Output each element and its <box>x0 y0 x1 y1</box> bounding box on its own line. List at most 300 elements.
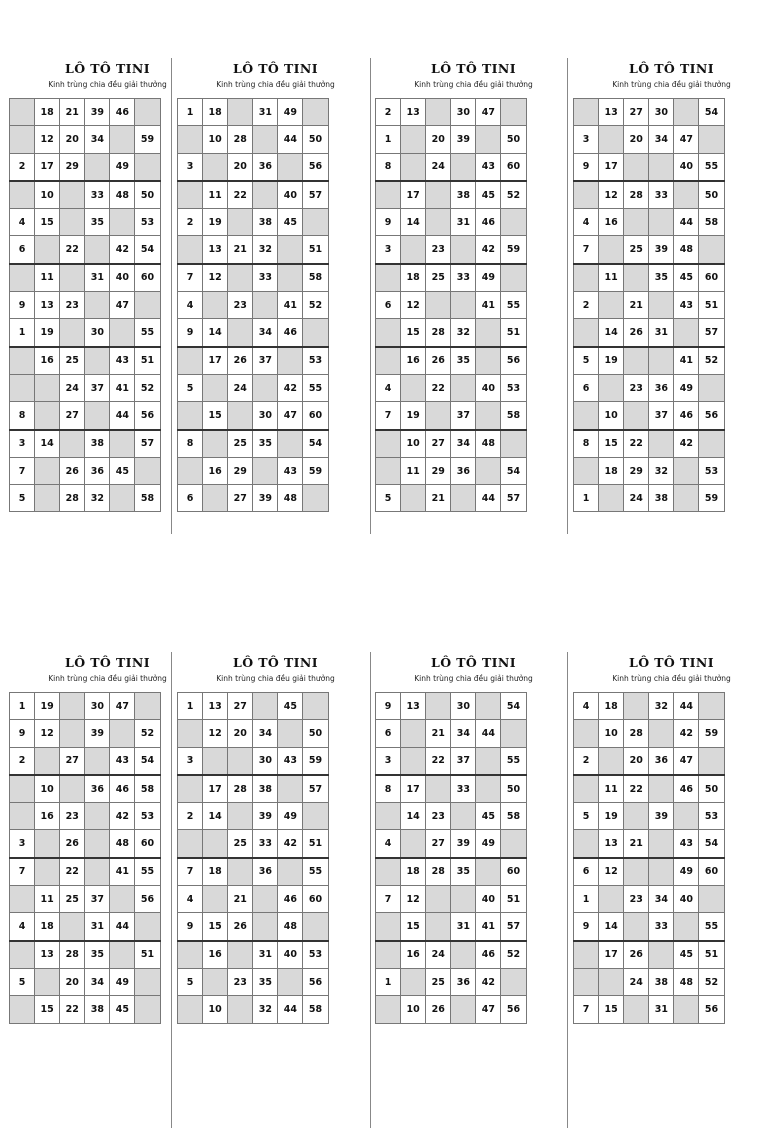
number-cell: 52 <box>303 292 328 319</box>
number-cell: 50 <box>501 775 526 803</box>
grid-row <box>574 319 725 347</box>
empty-cell <box>10 181 35 209</box>
number-cell: 12 <box>35 126 60 153</box>
number-cell: 52 <box>135 374 160 401</box>
grid-row <box>178 264 329 292</box>
grid-row <box>574 858 725 886</box>
number-cell: 51 <box>135 347 160 375</box>
empty-cell <box>624 803 649 830</box>
ticket-title: LÔ TÔ TINI <box>65 655 150 670</box>
grid-row <box>10 886 161 913</box>
number-cell: 25 <box>228 430 253 458</box>
empty-cell <box>574 720 599 747</box>
number-cell: 22 <box>624 430 649 458</box>
number-cell: 23 <box>624 886 649 913</box>
number-cell: 56 <box>699 402 724 430</box>
empty-cell <box>401 720 426 747</box>
number-grid <box>375 692 527 1024</box>
number-cell: 53 <box>303 347 328 375</box>
grid-row <box>10 968 161 995</box>
number-cell: 55 <box>135 319 160 347</box>
number-cell: 58 <box>501 803 526 830</box>
number-cell: 42 <box>476 968 501 995</box>
empty-cell <box>674 803 699 830</box>
grid-row <box>10 693 161 720</box>
number-cell: 8 <box>376 775 401 803</box>
grid-row <box>10 264 161 292</box>
number-cell: 16 <box>401 941 426 969</box>
number-cell: 27 <box>624 99 649 126</box>
number-cell: 49 <box>110 968 135 995</box>
empty-cell <box>85 402 110 430</box>
empty-cell <box>135 968 160 995</box>
number-cell: 13 <box>599 99 624 126</box>
grid-row <box>376 402 527 430</box>
empty-cell <box>278 236 303 264</box>
empty-cell <box>574 457 599 484</box>
number-cell: 39 <box>451 830 476 858</box>
empty-cell <box>649 720 674 747</box>
number-cell: 30 <box>85 693 110 720</box>
empty-cell <box>401 236 426 264</box>
empty-cell <box>599 374 624 401</box>
empty-cell <box>178 402 203 430</box>
number-cell: 10 <box>203 126 228 153</box>
ticket-subtitle: Kinh trùng chia đều giải thưởng <box>612 674 731 683</box>
number-cell: 46 <box>476 941 501 969</box>
empty-cell <box>10 126 35 153</box>
empty-cell <box>401 968 426 995</box>
empty-cell <box>253 457 278 484</box>
empty-cell <box>60 775 85 803</box>
empty-cell <box>624 402 649 430</box>
empty-cell <box>35 402 60 430</box>
number-cell: 56 <box>135 402 160 430</box>
empty-cell <box>401 747 426 775</box>
empty-cell <box>60 264 85 292</box>
empty-cell <box>574 264 599 292</box>
grid-row <box>178 913 329 941</box>
empty-cell <box>451 941 476 969</box>
number-cell: 15 <box>203 913 228 941</box>
number-cell: 38 <box>253 209 278 236</box>
empty-cell <box>10 996 35 1023</box>
empty-cell <box>203 153 228 181</box>
number-cell: 60 <box>699 858 724 886</box>
number-cell: 22 <box>426 747 451 775</box>
empty-cell <box>178 775 203 803</box>
number-cell: 47 <box>110 292 135 319</box>
number-cell: 1 <box>10 693 35 720</box>
empty-cell <box>228 747 253 775</box>
number-cell: 18 <box>203 858 228 886</box>
number-grid <box>177 692 329 1024</box>
number-cell: 30 <box>253 402 278 430</box>
number-cell: 32 <box>253 996 278 1023</box>
number-cell: 51 <box>699 941 724 969</box>
grid-row <box>178 374 329 401</box>
number-cell: 23 <box>60 292 85 319</box>
empty-cell <box>178 830 203 858</box>
empty-cell <box>476 747 501 775</box>
number-cell: 33 <box>253 264 278 292</box>
empty-cell <box>426 209 451 236</box>
number-grid <box>9 98 161 512</box>
grid-row <box>574 99 725 126</box>
grid-row <box>574 209 725 236</box>
empty-cell <box>476 126 501 153</box>
number-cell: 21 <box>60 99 85 126</box>
number-cell: 31 <box>253 941 278 969</box>
ticket-subtitle: Kinh trùng chia đều giải thưởng <box>216 674 335 683</box>
number-cell: 44 <box>674 693 699 720</box>
number-cell: 41 <box>278 292 303 319</box>
number-cell: 9 <box>10 720 35 747</box>
ticket-divider <box>171 652 172 1128</box>
number-cell: 4 <box>376 374 401 401</box>
empty-cell <box>178 457 203 484</box>
empty-cell <box>501 720 526 747</box>
number-cell: 57 <box>303 775 328 803</box>
number-cell: 3 <box>10 430 35 458</box>
number-cell: 5 <box>178 968 203 995</box>
empty-cell <box>649 153 674 181</box>
number-cell: 40 <box>278 941 303 969</box>
empty-cell <box>451 996 476 1023</box>
empty-cell <box>376 913 401 941</box>
number-cell: 55 <box>135 858 160 886</box>
grid-row <box>574 830 725 858</box>
number-cell: 49 <box>476 830 501 858</box>
number-cell: 55 <box>699 153 724 181</box>
number-cell: 21 <box>426 720 451 747</box>
number-cell: 34 <box>451 430 476 458</box>
number-cell: 58 <box>501 402 526 430</box>
empty-cell <box>303 693 328 720</box>
number-cell: 15 <box>35 996 60 1023</box>
number-cell: 39 <box>85 720 110 747</box>
number-cell: 40 <box>278 181 303 209</box>
empty-cell <box>60 913 85 941</box>
empty-cell <box>501 968 526 995</box>
grid-row <box>10 747 161 775</box>
number-cell: 31 <box>85 913 110 941</box>
number-cell: 45 <box>674 264 699 292</box>
number-cell: 45 <box>674 941 699 969</box>
number-cell: 52 <box>501 941 526 969</box>
number-cell: 1 <box>574 886 599 913</box>
empty-cell <box>178 236 203 264</box>
number-cell: 43 <box>674 292 699 319</box>
number-cell: 44 <box>476 485 501 512</box>
number-cell: 2 <box>574 292 599 319</box>
number-cell: 29 <box>60 153 85 181</box>
number-cell: 16 <box>35 803 60 830</box>
ticket-divider <box>370 58 371 534</box>
number-cell: 8 <box>574 430 599 458</box>
empty-cell <box>426 99 451 126</box>
empty-cell <box>228 209 253 236</box>
empty-cell <box>649 430 674 458</box>
grid-row <box>376 264 527 292</box>
grid-row <box>178 153 329 181</box>
empty-cell <box>376 858 401 886</box>
number-cell: 6 <box>574 858 599 886</box>
number-cell: 47 <box>674 747 699 775</box>
number-cell: 7 <box>178 858 203 886</box>
number-cell: 60 <box>135 830 160 858</box>
number-cell: 26 <box>624 319 649 347</box>
grid-row <box>376 913 527 941</box>
number-cell: 43 <box>110 747 135 775</box>
empty-cell <box>60 693 85 720</box>
empty-cell <box>624 996 649 1023</box>
number-cell: 53 <box>135 803 160 830</box>
grid-row <box>376 292 527 319</box>
number-cell: 39 <box>85 99 110 126</box>
number-cell: 12 <box>203 264 228 292</box>
grid-row <box>178 485 329 512</box>
grid-row <box>376 968 527 995</box>
number-cell: 60 <box>303 402 328 430</box>
ticket-title: LÔ TÔ TINI <box>431 655 516 670</box>
empty-cell <box>649 347 674 375</box>
number-cell: 59 <box>135 126 160 153</box>
empty-cell <box>476 693 501 720</box>
grid-row <box>574 996 725 1023</box>
empty-cell <box>135 693 160 720</box>
empty-cell <box>228 803 253 830</box>
grid-row <box>178 457 329 484</box>
number-cell: 56 <box>135 886 160 913</box>
number-cell: 23 <box>228 968 253 995</box>
grid-row <box>574 485 725 512</box>
number-cell: 54 <box>699 830 724 858</box>
number-cell: 54 <box>303 430 328 458</box>
number-cell: 20 <box>228 153 253 181</box>
empty-cell <box>376 181 401 209</box>
empty-cell <box>35 374 60 401</box>
grid-row <box>574 374 725 401</box>
number-cell: 20 <box>426 126 451 153</box>
grid-row <box>574 941 725 969</box>
number-cell: 50 <box>699 181 724 209</box>
number-cell: 33 <box>649 181 674 209</box>
number-cell: 36 <box>451 457 476 484</box>
empty-cell <box>376 347 401 375</box>
grid-row <box>178 99 329 126</box>
number-cell: 34 <box>451 720 476 747</box>
empty-cell <box>110 319 135 347</box>
grid-row <box>178 886 329 913</box>
number-cell: 56 <box>303 968 328 995</box>
empty-cell <box>674 99 699 126</box>
number-cell: 18 <box>35 99 60 126</box>
ticket-subtitle: Kinh trùng chia đều giải thưởng <box>48 80 167 89</box>
number-cell: 60 <box>501 153 526 181</box>
number-cell: 24 <box>426 153 451 181</box>
empty-cell <box>699 747 724 775</box>
number-cell: 57 <box>303 181 328 209</box>
ticket-title: LÔ TÔ TINI <box>629 61 714 76</box>
ticket-subtitle: Kinh trùng chia đều giải thưởng <box>414 674 533 683</box>
empty-cell <box>624 693 649 720</box>
empty-cell <box>376 457 401 484</box>
ticket-title: LÔ TÔ TINI <box>65 61 150 76</box>
number-cell: 29 <box>426 457 451 484</box>
empty-cell <box>699 126 724 153</box>
empty-cell <box>85 292 110 319</box>
number-cell: 31 <box>85 264 110 292</box>
grid-row <box>376 803 527 830</box>
number-cell: 1 <box>574 485 599 512</box>
empty-cell <box>253 693 278 720</box>
empty-cell <box>110 485 135 512</box>
empty-cell <box>85 153 110 181</box>
number-cell: 13 <box>35 941 60 969</box>
empty-cell <box>60 209 85 236</box>
number-cell: 37 <box>85 886 110 913</box>
number-cell: 39 <box>451 126 476 153</box>
number-grid <box>177 98 329 512</box>
number-cell: 3 <box>10 830 35 858</box>
number-cell: 14 <box>401 803 426 830</box>
number-cell: 44 <box>278 996 303 1023</box>
number-cell: 19 <box>401 402 426 430</box>
number-cell: 44 <box>476 720 501 747</box>
number-cell: 34 <box>649 126 674 153</box>
number-cell: 16 <box>599 209 624 236</box>
empty-cell <box>476 402 501 430</box>
number-cell: 2 <box>574 747 599 775</box>
empty-cell <box>451 292 476 319</box>
grid-row <box>574 153 725 181</box>
empty-cell <box>624 347 649 375</box>
empty-cell <box>110 941 135 969</box>
empty-cell <box>135 153 160 181</box>
number-cell: 48 <box>278 485 303 512</box>
number-cell: 15 <box>599 996 624 1023</box>
empty-cell <box>649 775 674 803</box>
loto-ticket <box>375 654 572 1024</box>
empty-cell <box>85 236 110 264</box>
number-cell: 30 <box>85 319 110 347</box>
empty-cell <box>85 858 110 886</box>
grid-row <box>10 775 161 803</box>
number-cell: 13 <box>203 693 228 720</box>
empty-cell <box>278 347 303 375</box>
number-cell: 35 <box>253 430 278 458</box>
empty-cell <box>574 968 599 995</box>
number-cell: 4 <box>178 886 203 913</box>
number-cell: 11 <box>35 886 60 913</box>
number-cell: 17 <box>203 775 228 803</box>
number-cell: 22 <box>228 181 253 209</box>
number-cell: 56 <box>699 996 724 1023</box>
number-cell: 49 <box>476 264 501 292</box>
number-cell: 21 <box>624 292 649 319</box>
grid-row <box>574 720 725 747</box>
number-cell: 33 <box>85 181 110 209</box>
empty-cell <box>699 886 724 913</box>
grid-row <box>178 292 329 319</box>
number-cell: 1 <box>376 968 401 995</box>
number-cell: 2 <box>376 99 401 126</box>
empty-cell <box>699 430 724 458</box>
number-cell: 6 <box>376 720 401 747</box>
number-cell: 12 <box>599 858 624 886</box>
grid-row <box>10 913 161 941</box>
number-cell: 47 <box>278 402 303 430</box>
empty-cell <box>228 264 253 292</box>
number-cell: 46 <box>674 402 699 430</box>
number-cell: 54 <box>135 236 160 264</box>
number-grid <box>573 98 725 512</box>
loto-ticket <box>573 654 768 1024</box>
number-cell: 50 <box>135 181 160 209</box>
empty-cell <box>178 941 203 969</box>
empty-cell <box>476 775 501 803</box>
number-cell: 32 <box>649 457 674 484</box>
empty-cell <box>624 153 649 181</box>
number-cell: 28 <box>60 485 85 512</box>
number-cell: 44 <box>278 126 303 153</box>
grid-row <box>376 99 527 126</box>
empty-cell <box>574 181 599 209</box>
empty-cell <box>599 968 624 995</box>
number-cell: 28 <box>426 858 451 886</box>
empty-cell <box>178 996 203 1023</box>
number-cell: 49 <box>278 99 303 126</box>
number-cell: 34 <box>85 126 110 153</box>
number-cell: 11 <box>401 457 426 484</box>
number-cell: 20 <box>624 126 649 153</box>
empty-cell <box>10 803 35 830</box>
number-cell: 35 <box>649 264 674 292</box>
number-cell: 51 <box>501 319 526 347</box>
grid-row <box>574 886 725 913</box>
number-cell: 15 <box>401 913 426 941</box>
grid-row <box>376 457 527 484</box>
empty-cell <box>60 430 85 458</box>
number-cell: 58 <box>303 996 328 1023</box>
number-cell: 55 <box>699 913 724 941</box>
grid-row <box>178 236 329 264</box>
grid-row <box>178 747 329 775</box>
empty-cell <box>699 374 724 401</box>
grid-row <box>178 693 329 720</box>
number-cell: 60 <box>699 264 724 292</box>
empty-cell <box>110 430 135 458</box>
number-cell: 15 <box>599 430 624 458</box>
number-cell: 2 <box>178 209 203 236</box>
number-cell: 27 <box>228 693 253 720</box>
empty-cell <box>228 402 253 430</box>
grid-row <box>574 402 725 430</box>
grid-row <box>178 181 329 209</box>
number-cell: 31 <box>253 99 278 126</box>
empty-cell <box>228 99 253 126</box>
empty-cell <box>10 886 35 913</box>
grid-row <box>376 374 527 401</box>
number-cell: 18 <box>401 264 426 292</box>
number-cell: 43 <box>476 153 501 181</box>
number-cell: 6 <box>10 236 35 264</box>
empty-cell <box>35 747 60 775</box>
number-cell: 16 <box>203 941 228 969</box>
number-cell: 40 <box>110 264 135 292</box>
number-cell: 51 <box>135 941 160 969</box>
